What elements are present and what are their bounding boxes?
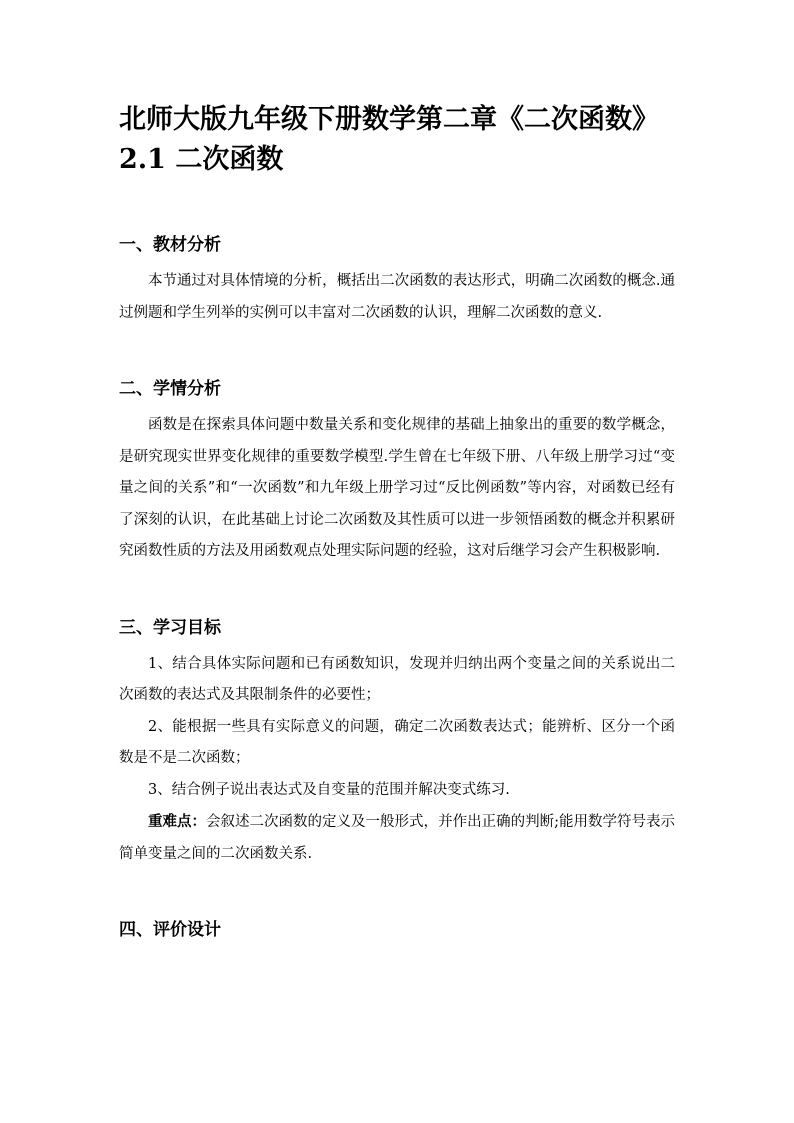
- objective-item: 3、结合例子说出表达式及自变量的范围并解决变式练习.: [148, 781, 510, 798]
- key-points: [119, 806, 675, 870]
- section-evaluation-design: [119, 917, 675, 943]
- section-textbook-analysis: [119, 232, 675, 329]
- key-points-label: 重难点：: [148, 813, 207, 830]
- key-points-text: 会叙述二次函数的定义及一般形式，并作出正确的判断;能用数学符号表示简单变量之间的二次函数关系.: [119, 814, 675, 862]
- section-learning-objectives: [119, 615, 675, 871]
- section-heading: 一、教材分析: [119, 235, 221, 255]
- section-heading: 三、学习目标: [119, 617, 221, 638]
- section-heading: 二、学情分析: [119, 379, 221, 399]
- section-student-analysis: [119, 376, 675, 568]
- paragraph: 函数是在探索具体问题中数量关系和变化规律的基础上抽象出的重要的数学概念，是研究现实世界变化规律的重要数学模型.学生曾在七年级下册、八年级上册学习过“变量之间的关系”和“一次函数”和九年级上册学习过“反比例函数”等内容，对函数已经有了深刻的认识，在此基础上讨论二次函数及其性质可以进一步领悟函数的概念并积累研究函数性质的方法及用函数观点处理实际问题的经验，这对后继学习会产生积极影响.: [119, 417, 675, 559]
- document-page: [119, 100, 675, 943]
- document-title: 北师大版九年级下册数学第二章《二次函数》2.1 二次函数: [119, 104, 659, 175]
- paragraph: 本节通过对具体情境的分析，概括出二次函数的表达形式，明确二次函数的概念.通过例题和学生列举的实例可以丰富对二次函数的认识，理解二次函数的意义.: [119, 273, 675, 321]
- objective-item: 1、结合具体实际问题和已有函数知识，发现并归纳出两个变量之间的关系说出二次函数的表达式及其限制条件的必要性；: [119, 655, 675, 703]
- objective-item: 2、能根据一些具有实际意义的问题，确定二次函数表达式；能辨析、区分一个函数是不是二次函数；: [119, 718, 675, 766]
- section-heading: 四、评价设计: [119, 920, 221, 940]
